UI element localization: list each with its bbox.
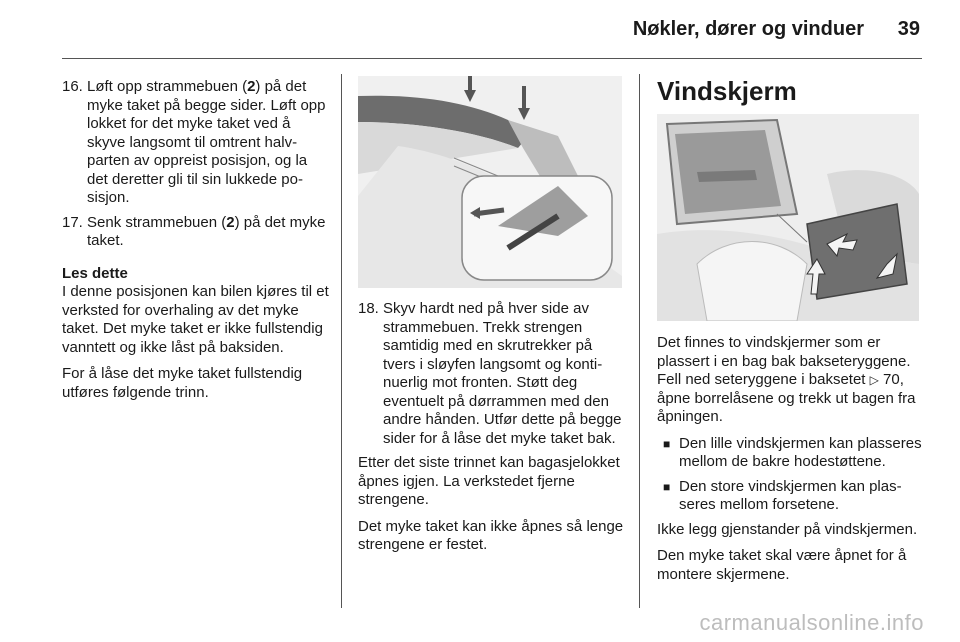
note-body: I denne posisjonen kan bilen kjøres til et verksted for overhaling av det myke taket. Det myke taket er ikke fullstendig vanntett og ikke låst på baksiden. [62, 283, 329, 356]
right-paragraph-1: Ikke legg gjenstander på vindskjermen. [657, 520, 918, 538]
bullet-square-icon: ■ [663, 436, 671, 451]
soft-top-diagram [358, 76, 622, 288]
step-16 [62, 78, 330, 208]
section-heading: Vindskjerm [657, 76, 797, 106]
left-paragraph: For å låse det myke taket fullstendig utføres følgende trinn. [62, 365, 303, 401]
wind-deflector-intro: Det finnes to vindskjermer som er plassert i en bag bak bakseteryggene. Fell ned seteryggene i baksetet ▷ 70, åpne borrelåsene og trekk ut bagen fra åpningen. [657, 334, 916, 425]
right-column-text [657, 334, 923, 592]
column-divider-left [341, 74, 342, 608]
header-rule [62, 58, 922, 59]
note-title: Les dette [62, 264, 128, 282]
step-number: 16. [62, 78, 83, 95]
bullet-item: ■ Den lille vindskjermen kan plasseres mellom de bakre hodestøttene. [663, 434, 922, 470]
watermark: carmanualsonline.info [699, 610, 924, 635]
right-paragraph-2: Den myke taket skal være åpnet for å montere skjermene. [657, 547, 907, 583]
step-text: Løft opp strammebuen (2) på det myke taket på begge sider. Løft opp lokket for det myke taket ved å skyve langsomt til omtrent halvparten av oppreist posisjon, og la det deretter gli til sin lukkede posisjon. [87, 78, 326, 206]
step-text: Skyv hardt ned på hver side av strammebuen. Trekk strengen samtidig med en skrutrekker på tvers i sløyfen langsomt og kontinuerlig mot fronten. Støtt deg eventuelt på dørrammen med den andre hånden. Utfør dette på begge sider for å låse det myke taket bak. [383, 300, 622, 447]
middle-paragraph-2: Det myke taket kan ikke åpnes så lenge strengene er festet. [358, 517, 624, 553]
page-header-title: Nøkler, dører og vinduer [632, 18, 864, 40]
bullet-square-icon: ■ [663, 479, 671, 494]
left-column [62, 78, 330, 410]
middle-column [358, 300, 626, 563]
column-divider-right [639, 74, 640, 608]
bullet-item: ■ Den store vindskjermen kan plasseres mellom forsetene. [663, 477, 902, 513]
middle-paragraph-1: Etter det siste trinnet kan bagasjelokket åpnes igjen. La verkstedet fjerne strengene. [358, 454, 620, 508]
right-column [657, 76, 921, 118]
step-number: 17. [62, 213, 83, 231]
page-number: 39 [897, 18, 920, 40]
step-18 [358, 300, 626, 448]
step-number: 18. [358, 300, 379, 317]
step-17 [62, 214, 330, 251]
soft-top-illustration [358, 76, 622, 288]
step-text: Senk strammebuen (2) på det myke taket. [87, 213, 326, 249]
wind-deflector-diagram [657, 114, 919, 321]
wind-deflector-illustration [657, 114, 919, 321]
note-block [62, 261, 330, 403]
page-reference-icon: ▷ [869, 373, 879, 387]
